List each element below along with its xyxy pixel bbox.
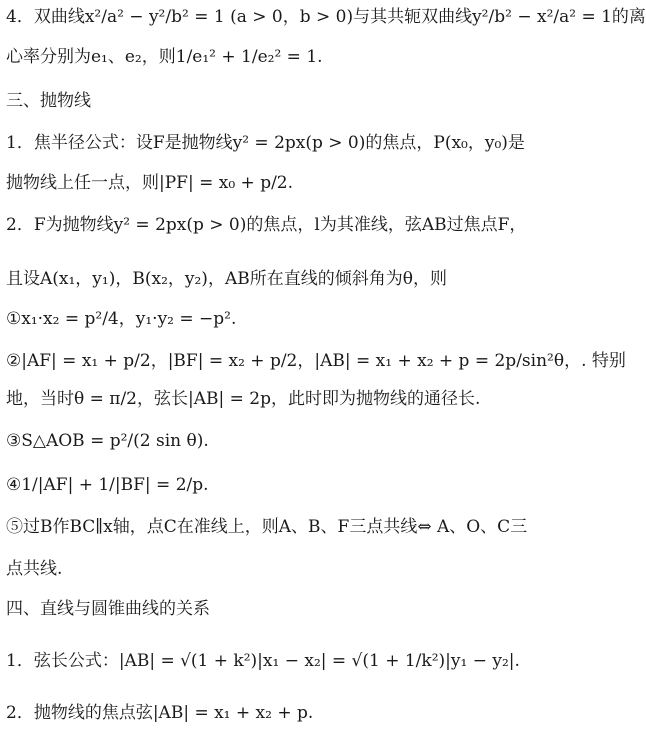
section-heading-line-conic: 四、直线与圆锥曲线的关系 xyxy=(6,599,210,619)
line-eccentricity-result: 心率分别为e₁、e₂，则1/e₁² + 1/e₂² = 1. xyxy=(6,47,323,67)
line-chord-length-formula: 1．弦长公式：|AB| = √(1 + k²)|x₁ − x₂| = √(1 + 1/k²)|y₁ − y₂|. xyxy=(6,651,520,671)
item-1-products: ①x₁·x₂ = p²/4，y₁·y₂ = −p². xyxy=(6,309,237,329)
line-parabola-focal-chord: 2．抛物线的焦点弦|AB| = x₁ + x₂ + p. xyxy=(6,703,314,723)
item-3-triangle-area: ③S△AOB = p²/(2 sin θ). xyxy=(6,431,209,451)
item-2-focal-lengths: ②|AF| = x₁ + p/2，|BF| = x₂ + p/2，|AB| = x₁ + x₂ + p = 2p/sin²θ，. 特别 xyxy=(6,351,626,371)
item-5-collinear: ⑤过B作BC∥x轴，点C在准线上，则A、B、F三点共线⇔ A、O、C三 xyxy=(6,517,528,537)
item-4-reciprocal-sum: ④1/|AF| + 1/|BF| = 2/p. xyxy=(6,475,209,495)
line-focal-radius-formula: 1．焦半径公式：设F是抛物线y² = 2px(p > 0)的焦点，P(x₀，y₀)是 xyxy=(6,133,525,153)
line-hyperbola-eccentricity: 4．双曲线x²/a² − y²/b² = 1 (a > 0，b > 0)与其共轭双曲线y²/b² − x²/a² = 1的离 xyxy=(6,7,646,27)
line-focal-chord-setup: 2．F为抛物线y² = 2px(p > 0)的焦点，l为其准线，弦AB过焦点F， xyxy=(6,215,527,235)
section-heading-parabola: 三、抛物线 xyxy=(6,91,91,111)
item-2-latus-rectum: 地，当时θ = π/2，弦长|AB| = 2p，此时即为抛物线的通径长. xyxy=(6,389,481,409)
line-focal-radius-result: 抛物线上任一点，则|PF| = x₀ + p/2. xyxy=(6,173,294,193)
item-5-collinear-cont: 点共线. xyxy=(6,559,63,579)
line-focal-chord-points: 且设A(x₁，y₁)，B(x₂，y₂)，AB所在直线的倾斜角为θ，则 xyxy=(6,269,447,289)
